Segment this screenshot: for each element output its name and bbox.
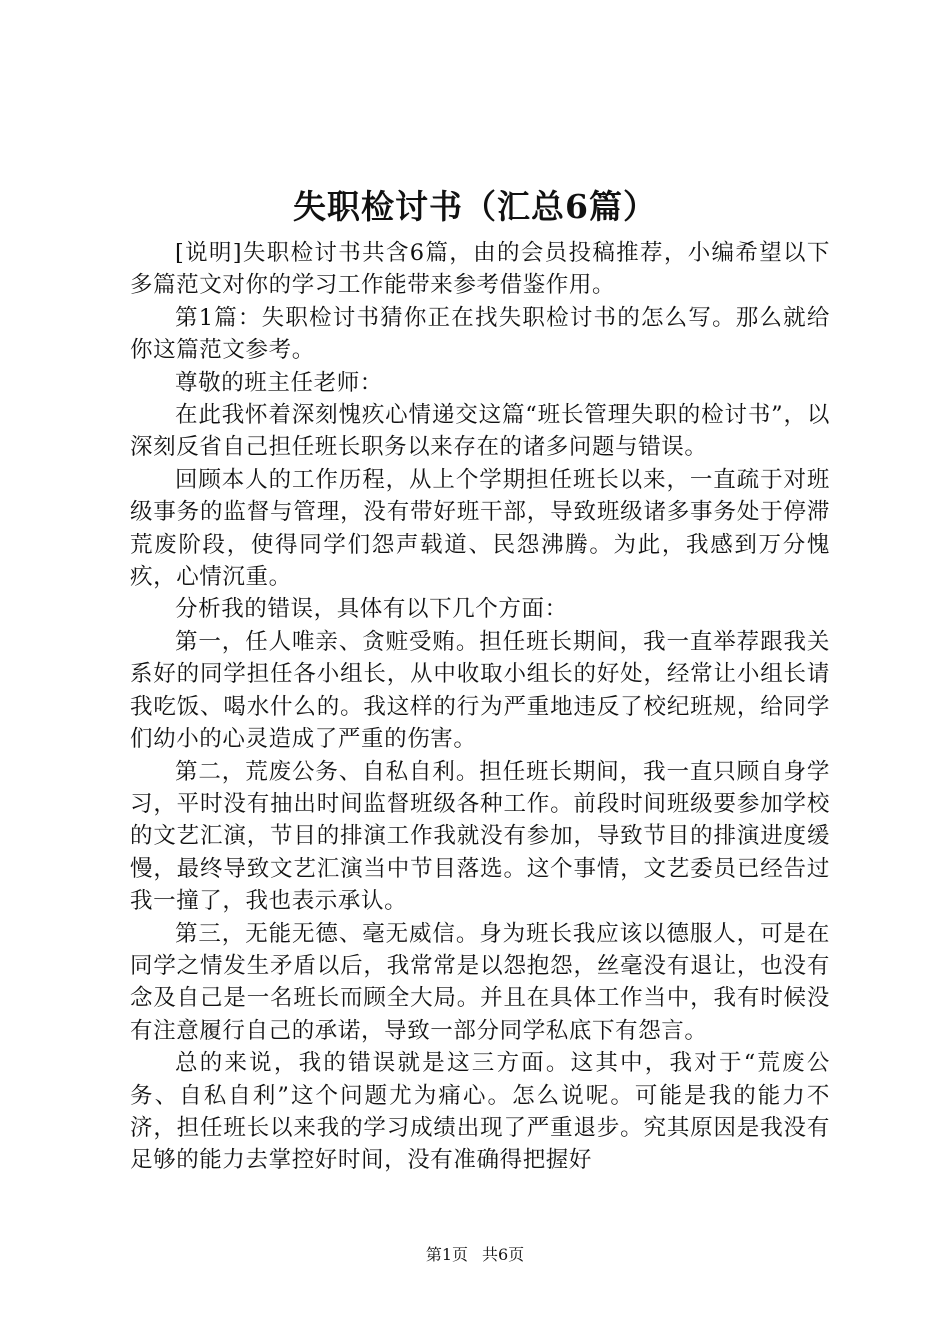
paragraph-article-1-heading: 第1篇：失职检讨书猜你正在找失职检讨书的怎么写。那么就给你这篇范文参考。	[130, 304, 830, 364]
paragraph-point-2: 第二，荒废公务、自私自利。担任班长期间，我一直只顾自身学习，平时没有抽出时间监督班级各种工作。前段时间班级要参加学校的文艺汇演，节目的排演工作我就没有参加，导致节目的排演进度缓慢，最终导致文艺汇演当中节目落选。这个事情，文艺委员已经告过我一撞了，我也表示承认。	[130, 758, 830, 915]
paragraph-opening: 在此我怀着深刻愧疚心情递交这篇“班长管理失职的检讨书”，以深刻反省自己担任班长职务以来存在的诸多问题与错误。	[130, 402, 830, 461]
page-footer	[0, 1244, 950, 1266]
paragraph-salutation: 尊敬的班主任老师：	[175, 369, 383, 396]
paragraph-point-3: 第三，无能无德、毫无威信。身为班长我应该以德服人，可是在同学之情发生矛盾以后，我常常是以怨抱怨，丝毫没有退让，也没有念及自己是一名班长而顾全大局。并且在具体工作当中，我有时候没有注意履行自己的承诺，导致一部分同学私底下有怨言。	[130, 920, 830, 1044]
paragraph-review: 回顾本人的工作历程，从上个学期担任班长以来，一直疏于对班级事务的监督与管理，没有带好班干部，导致班级诸多事务处于停滞荒废阶段，使得同学们怨声载道、民怨沸腾。为此，我感到万分愧疚，心情沉重。	[130, 466, 830, 591]
paragraph-summary: 总的来说，我的错误就是这三方面。这其中，我对于“荒废公务、自私自利”这个问题尤为痛心。怎么说呢。可能是我的能力不济，担任班长以来我的学习成绩出现了严重退步。究其原因是我没有足够的能力去掌控好时间，没有准确得把握好	[130, 1050, 830, 1174]
paragraph-intro: [说明]失职检讨书共含6篇，由的会员投稿推荐，小编希望以下多篇范文对你的学习工作能带来参考借鉴作用。	[130, 240, 830, 299]
paragraph-point-1: 第一，任人唯亲、贪赃受贿。担任班长期间，我一直举荐跟我关系好的同学担任各小组长，从中收取小组长的好处，经常让小组长请我吃饭、喝水什么的。我这样的行为严重地违反了校纪班规，给同学们幼小的心灵造成了严重的伤害。	[130, 628, 830, 753]
page-total: 共6页	[482, 1245, 525, 1264]
document-body	[130, 237, 830, 1177]
paragraph-analysis-intro: 分析我的错误，具体有以下几个方面：	[175, 596, 568, 623]
document-title: 失职检讨书（汇总6篇）	[293, 187, 657, 226]
page-number: 第1页	[425, 1245, 468, 1264]
